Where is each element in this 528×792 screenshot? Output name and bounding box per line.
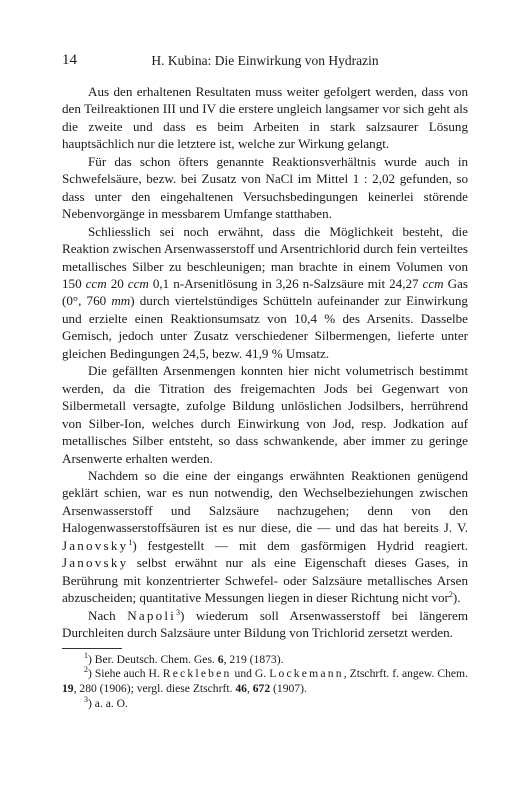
volume-number: 46 [235, 681, 247, 695]
page-ref: 672 [252, 681, 271, 695]
text-span: , 219 (1873). [223, 652, 284, 666]
volume-number: 19 [62, 681, 74, 695]
text-span: ) wiederum soll Arsenwasserstoff bei längerem Durchleiten durch Salzsäure unter Bildung von Trichlorid zersetzt werden. [62, 607, 468, 641]
text-span: (1907). [273, 681, 307, 695]
footnote-mark: 2 [84, 665, 88, 675]
text-span: , [246, 681, 250, 695]
footnote-3 [62, 694, 468, 712]
footnote-ref: 2 [448, 590, 453, 600]
text-span: festgestellt — mit dem gasförmigen Hydrid reagiert. [147, 537, 468, 553]
text-span: Schliesslich sei noch erwähnt, dass die Möglichkeit besteht, die Reaktion zwischen Arsenwasserstoff und Arsentrichlorid durch fein verteiltes metallisches Silber zu beschleunigen; man brachte in einem Volumen von 150 [62, 223, 468, 291]
footnote-mark: 3 [84, 694, 88, 704]
footnotes [62, 650, 468, 712]
footnote-mark: 1 [84, 650, 88, 660]
text-span: Nachdem so die eine der eingangs erwähnten Reaktionen genügend geklärt schien, war es nun notwendig, den Wechselbeziehungen zwischen Arsenwasserstoff und Salzsäure nachzugehen; denn von den Halogenwasserstoffsäuren ist es nur diese, die — und das hat bereits J. V. [62, 467, 468, 536]
footnote-ref: 3 [176, 607, 181, 617]
author-name: Lockemann [269, 667, 344, 681]
paragraph-2: Für das schon öfters genannte Reaktionsverhältnis wurde auch in Schwefelsäure, bezw. bei Zusatz von NaCl im Mittel 1 : 2,02 gefunden, so dass unter den eingehaltenen Versuchsbedingungen keinerlei störende Nebenvorgänge in messbarem Umfange statthaben. [62, 153, 468, 222]
volume-number: 6 [217, 652, 224, 666]
author-name: Reckleben [162, 667, 232, 681]
text-span: und G. [234, 667, 267, 681]
text-span: , Ztschrft. f. angew. Chem. [343, 667, 468, 681]
text-span: 20 [110, 275, 124, 291]
text-span: ) a. a. O. [88, 696, 128, 710]
text-span: ) durch viertelstündiges Schütteln aufeinander zur Einwirkung und erzielte einen Reaktionsumsatz von 10,4 % des Arsenits. Dasselbe Gemisch, jedoch unter Zusatz verschiedener Silbermengen, lieferte unter gleichen Bedingungen 24,5, bezw. 41,9 % Umsatz. [62, 293, 468, 361]
text-span: 0,1 n-Arsenitlösung in 3,26 n-Salzsäure mit 24,27 [152, 275, 419, 291]
unit-ccm: ccm [85, 275, 107, 291]
text-span: ) Siehe auch H. [88, 667, 160, 681]
text-span: ). [452, 590, 461, 606]
running-title: H. Kubina: Die Einwirkung von Hydrazin [151, 53, 379, 68]
text-span: selbst erwähnt nur als eine Eigenschaft dieses Gases, in Berührung mit konzentrierter Schwefel- oder Salzsäure metallisches Arsen abzuscheiden; quantitative Messungen liegen in dieser Richtung nicht vor [62, 555, 468, 606]
page-header [62, 52, 468, 74]
text-span: Nach [88, 607, 116, 623]
unit-mm: mm [111, 293, 131, 309]
footnote-1 [62, 650, 468, 668]
footnote-2 [62, 667, 468, 696]
footnote-divider [62, 648, 122, 649]
unit-ccm: ccm [422, 275, 444, 291]
body-text [62, 83, 468, 642]
author-name: Napoli [127, 607, 177, 623]
author-name: Janovsky [62, 555, 129, 571]
paragraph-4: Die gefällten Arsenmengen konnten hier nicht volumetrisch bestimmt werden, da die Titration des freigemachten Jods bei Gegenwart von Silbermetall versagte, zufolge Bildung unlöslichen Jodsilbers, herrührend von Silber-Ion, welches durch Einwirkung von Jod, resp. Jodkation auf metallisches Silber entsteht, so dass schwankende, aber immer zu geringe Arsenwerte erhalten werden. [62, 363, 468, 466]
paragraph-5: Nachdem so die eine der eingangs erwähnten Reaktionen genügend geklärt schien, war es nun notwendig, den Wechselbeziehungen zwischen Arsenwasserstoff und Salzsäure nachzugehen; denn von den Halogenwasserstoffsäuren ist es nur diese, die — und das hat bereits J. V. Janovsky$^1$) festgestellt — mit dem gasförmigen Hydrid reagiert. Janovsky selbst erwähnt nur als eine Eigenschaft dieses Gases, in Berührung mit konzentrierter Schwefel- oder Salzsäure metallisches Arsen abzuscheiden; quantitative Messungen liegen in dieser Richtung nicht vor$^2$). [62, 467, 468, 606]
paragraph-6 [62, 607, 468, 642]
text-span: Gas (0°, 760 [62, 275, 468, 309]
text-span: ) Ber. Deutsch. Chem. Ges. [88, 652, 215, 666]
unit-ccm: ccm [127, 275, 149, 291]
document-page [62, 52, 468, 711]
paragraph-3 [62, 223, 468, 363]
paragraph-1: Aus den erhaltenen Resultaten muss weiter gefolgert werden, dass von den Teilreaktionen III und IV die erstere ungleich langsamer vor sich geht als die zweite und dass es beim Arbeiten in stark salzsaurer Lösung hauptsächlich nur die letztere ist, welche zur Wirkung gelangt. [62, 84, 468, 152]
footnote-ref: 1 [128, 537, 133, 547]
text-span: , 280 (1906); vergl. diese Ztschrft. [73, 681, 233, 695]
page-number: 14 [62, 52, 77, 68]
author-name: Janovsky [62, 537, 129, 553]
